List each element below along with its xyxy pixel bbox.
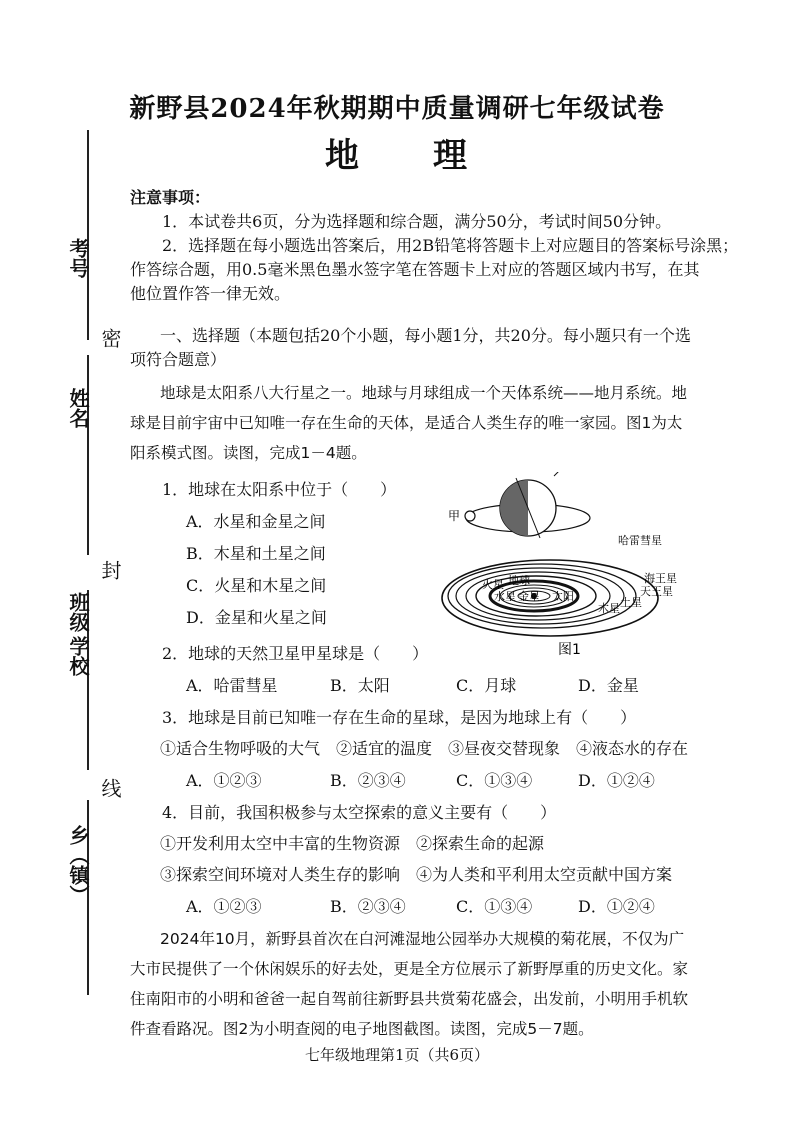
passage1-line3: 阳系模式图。读图，完成1－4题。 [130, 444, 367, 462]
binding-line-mid1 [87, 355, 89, 555]
passage1-line2: 球是目前宇宙中已知唯一存在生命的天体，是适合人类生存的唯一家园。图1为太 [130, 414, 683, 432]
q1-stem: 1．地球在太阳系中位于（ ） [162, 480, 397, 499]
q2-option-a: A．哈雷彗星 [186, 676, 278, 695]
q2-option-d: D．金星 [578, 676, 639, 695]
q2-stem: 2．地球的天然卫星甲星球是（ ） [162, 644, 429, 663]
q3-option-d: D．①②④ [578, 771, 655, 790]
q2-option-b: B．太阳 [330, 676, 390, 695]
passage1-line1: 地球是太阳系八大行星之一。地球与月球组成一个天体系统——地月系统。地 [160, 384, 688, 402]
passage2-line4: 件查看路况。图2为小明查阅的电子地图截图。读图，完成5－7题。 [130, 1020, 594, 1038]
field-exam-number: 考号 [66, 238, 90, 278]
q2-option-c: C．月球 [456, 676, 517, 695]
notice-item-1: 1．本试卷共6页，分为选择题和综合题，满分50分，考试时间50分钟。 [162, 212, 672, 231]
q3-stem: 3．地球是目前已知唯一存在生命的星球，是因为地球上有（ ） [162, 708, 637, 727]
field-school: 学校 [66, 636, 90, 676]
q1-option-a: A．水星和金星之间 [186, 512, 326, 531]
label-halley: 哈雷彗星 [618, 534, 662, 547]
exam-title: 新野县2024年秋期期中质量调研七年级试卷 [129, 94, 665, 124]
q4-stem: 4．目前，我国积极参与太空探索的意义主要有（ ） [162, 803, 557, 822]
seal-char-mi: 密 [98, 328, 122, 348]
field-town: 乡（镇） [66, 825, 90, 905]
q4-items-line2: ③探索空间环境对人类生存的影响 ④为人类和平利用太空贡献中国方案 [160, 865, 673, 884]
q3-option-a: A．①②③ [186, 771, 262, 790]
q1-option-c: C．火星和木星之间 [186, 576, 327, 595]
q3-items: ①适合生物呼吸的大气 ②适宜的温度 ③昼夜交替现象 ④液态水的存在 [160, 739, 689, 758]
page-footer: 七年级地理第1页（共6页） [304, 1046, 490, 1064]
figure1-caption: 图1 [558, 642, 581, 658]
q4-option-b: B．②③④ [330, 897, 406, 916]
label-mars: 火星 [482, 578, 504, 591]
notice-heading: 注意事项： [130, 188, 211, 207]
q4-option-d: D．①②④ [578, 897, 655, 916]
label-earth: 地球 [508, 574, 530, 587]
label-saturn: 土星 [620, 596, 642, 609]
passage2-line3: 住南阳市的小明和爸爸一起自驾前往新野县共赏菊花盛会，出发前，小明用手机软 [130, 990, 689, 1008]
q3-option-b: B．②③④ [330, 771, 406, 790]
sunray-mark [554, 472, 560, 476]
field-name: 姓名 [66, 388, 90, 428]
q4-option-c: C．①③④ [456, 897, 533, 916]
label-venus: 金星 [518, 590, 540, 603]
q4-items-line1: ①开发利用太空中丰富的生物资源 ②探索生命的起源 [160, 834, 545, 853]
q1-option-b: B．木星和土星之间 [186, 544, 326, 563]
label-jupiter: 木星 [598, 602, 620, 615]
label-jia: 甲 [448, 509, 461, 523]
moon-jia [465, 511, 475, 521]
field-class: 班级 [66, 592, 90, 632]
earth-night-side [500, 480, 528, 536]
label-uranus: 天王星 [640, 585, 673, 598]
notice-item-2-line1: 2．选择题在每小题选出答案后，用2B铅笔将答题卡上对应题目的答案标号涂黑； [162, 236, 739, 255]
section1-heading-line1: 一、选择题（本题包括20个小题，每小题1分，共20分。每小题只有一个选 [160, 326, 691, 345]
notice-item-2-line3: 他位置作答一律无效。 [130, 284, 291, 303]
notice-item-2-line2: 作答综合题，用0.5毫米黑色墨水签字笔在答题卡上对应的答题区域内书写，在其 [130, 260, 700, 279]
figure1-solar-system [440, 472, 700, 662]
subject-title: 地 理 [325, 136, 469, 176]
q4-option-a: A．①②③ [186, 897, 262, 916]
passage2-line1: 2024年10月，新野县首次在白河滩湿地公园举办大规模的菊花展，不仅为广 [160, 930, 685, 948]
seal-char-feng: 封 [98, 560, 122, 580]
section1-heading-line2: 项符合题意） [130, 350, 227, 369]
label-neptune: 海王星 [644, 572, 677, 585]
label-mercury: 水星 [494, 590, 516, 603]
q1-option-d: D．金星和火星之间 [186, 608, 327, 627]
passage2-line2: 大市民提供了一个休闲娱乐的好去处，更是全方位展示了新野厚重的历史文化。家 [130, 960, 689, 978]
q3-option-c: C．①③④ [456, 771, 533, 790]
label-sun: 太阳 [552, 590, 574, 603]
seal-char-xian: 线 [98, 778, 122, 798]
